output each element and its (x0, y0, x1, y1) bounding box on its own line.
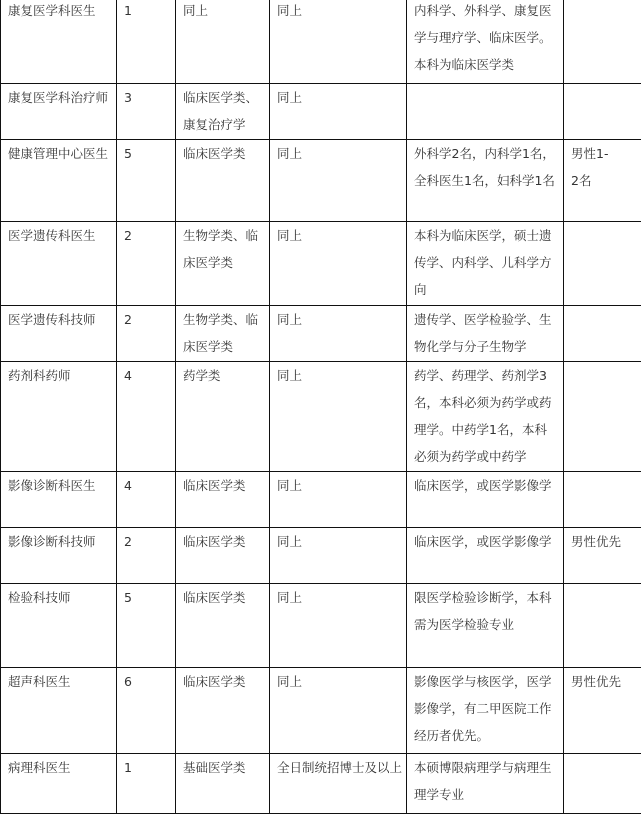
position-cell: 药剂科药师 (1, 362, 117, 472)
count-cell: 1 (117, 754, 176, 814)
table-row (1, 84, 641, 140)
count-cell: 2 (117, 528, 176, 584)
requirement-cell: 临床医学，或医学影像学 (407, 528, 564, 584)
position-cell: 病理科医生 (1, 754, 117, 814)
other-cell (564, 472, 641, 528)
requirement-cell: 外科学2名，内科学1名，全科医生1名，妇科学1名 (407, 140, 564, 222)
major-cell: 临床医学类 (176, 668, 270, 754)
count-cell: 2 (117, 306, 176, 362)
major-cell: 临床医学类、康复治疗学 (176, 84, 270, 140)
requirement-cell: 内科学、外科学、康复医学与理疗学、临床医学。本科为临床医学类 (407, 0, 564, 84)
other-cell: 男性优先 (564, 528, 641, 584)
other-cell (564, 0, 641, 84)
position-cell: 超声科医生 (1, 668, 117, 754)
table-body (1, 0, 641, 814)
education-cell: 同上 (270, 472, 407, 528)
count-cell: 4 (117, 362, 176, 472)
position-cell: 医学遗传科技师 (1, 306, 117, 362)
major-cell: 生物学类、临床医学类 (176, 306, 270, 362)
count-cell: 1 (117, 0, 176, 84)
major-cell: 临床医学类 (176, 584, 270, 668)
count-cell: 5 (117, 584, 176, 668)
education-cell: 同上 (270, 140, 407, 222)
education-cell: 同上 (270, 222, 407, 306)
other-cell: 男性优先 (564, 668, 641, 754)
table-row (1, 668, 641, 754)
education-cell: 同上 (270, 528, 407, 584)
education-cell: 同上 (270, 84, 407, 140)
requirement-cell: 药学、药理学、药剂学3名，本科必须为药学或药理学。中药学1名，本科必须为药学或中药学 (407, 362, 564, 472)
table-row (1, 0, 641, 84)
requirement-cell: 限医学检验诊断学，本科需为医学检验专业 (407, 584, 564, 668)
table-row (1, 584, 641, 668)
count-cell: 5 (117, 140, 176, 222)
major-cell: 临床医学类 (176, 472, 270, 528)
table-row (1, 472, 641, 528)
table-row (1, 528, 641, 584)
requirement-cell: 影像医学与核医学，医学影像学，有二甲医院工作经历者优先。 (407, 668, 564, 754)
table-row (1, 140, 641, 222)
major-cell: 同上 (176, 0, 270, 84)
count-cell: 6 (117, 668, 176, 754)
requirement-cell: 本科为临床医学，硕士遗传学、内科学、儿科学方向 (407, 222, 564, 306)
requirement-cell: 本硕博限病理学与病理生理学专业 (407, 754, 564, 814)
other-cell (564, 222, 641, 306)
requirement-cell: 遗传学、医学检验学、生物化学与分子生物学 (407, 306, 564, 362)
other-cell (564, 84, 641, 140)
position-cell: 康复医学科医生 (1, 0, 117, 84)
position-cell: 健康管理中心医生 (1, 140, 117, 222)
count-cell: 3 (117, 84, 176, 140)
position-cell: 影像诊断科技师 (1, 528, 117, 584)
other-cell (564, 754, 641, 814)
table-row (1, 754, 641, 814)
education-cell: 同上 (270, 584, 407, 668)
education-cell: 同上 (270, 362, 407, 472)
other-cell: 男性1-2名 (564, 140, 641, 222)
other-cell (564, 362, 641, 472)
major-cell: 药学类 (176, 362, 270, 472)
education-cell: 全日制统招博士及以上 (270, 754, 407, 814)
requirement-cell: 临床医学，或医学影像学 (407, 472, 564, 528)
education-cell: 同上 (270, 668, 407, 754)
major-cell: 基础医学类 (176, 754, 270, 814)
position-cell: 康复医学科治疗师 (1, 84, 117, 140)
table-row (1, 222, 641, 306)
other-cell (564, 584, 641, 668)
position-cell: 医学遗传科医生 (1, 222, 117, 306)
requirement-cell (407, 84, 564, 140)
position-cell: 影像诊断科医生 (1, 472, 117, 528)
education-cell: 同上 (270, 0, 407, 84)
major-cell: 临床医学类 (176, 140, 270, 222)
position-cell: 检验科技师 (1, 584, 117, 668)
education-cell: 同上 (270, 306, 407, 362)
other-cell (564, 306, 641, 362)
count-cell: 2 (117, 222, 176, 306)
major-cell: 生物学类、临床医学类 (176, 222, 270, 306)
table-row (1, 362, 641, 472)
count-cell: 4 (117, 472, 176, 528)
table-row (1, 306, 641, 362)
major-cell: 临床医学类 (176, 528, 270, 584)
